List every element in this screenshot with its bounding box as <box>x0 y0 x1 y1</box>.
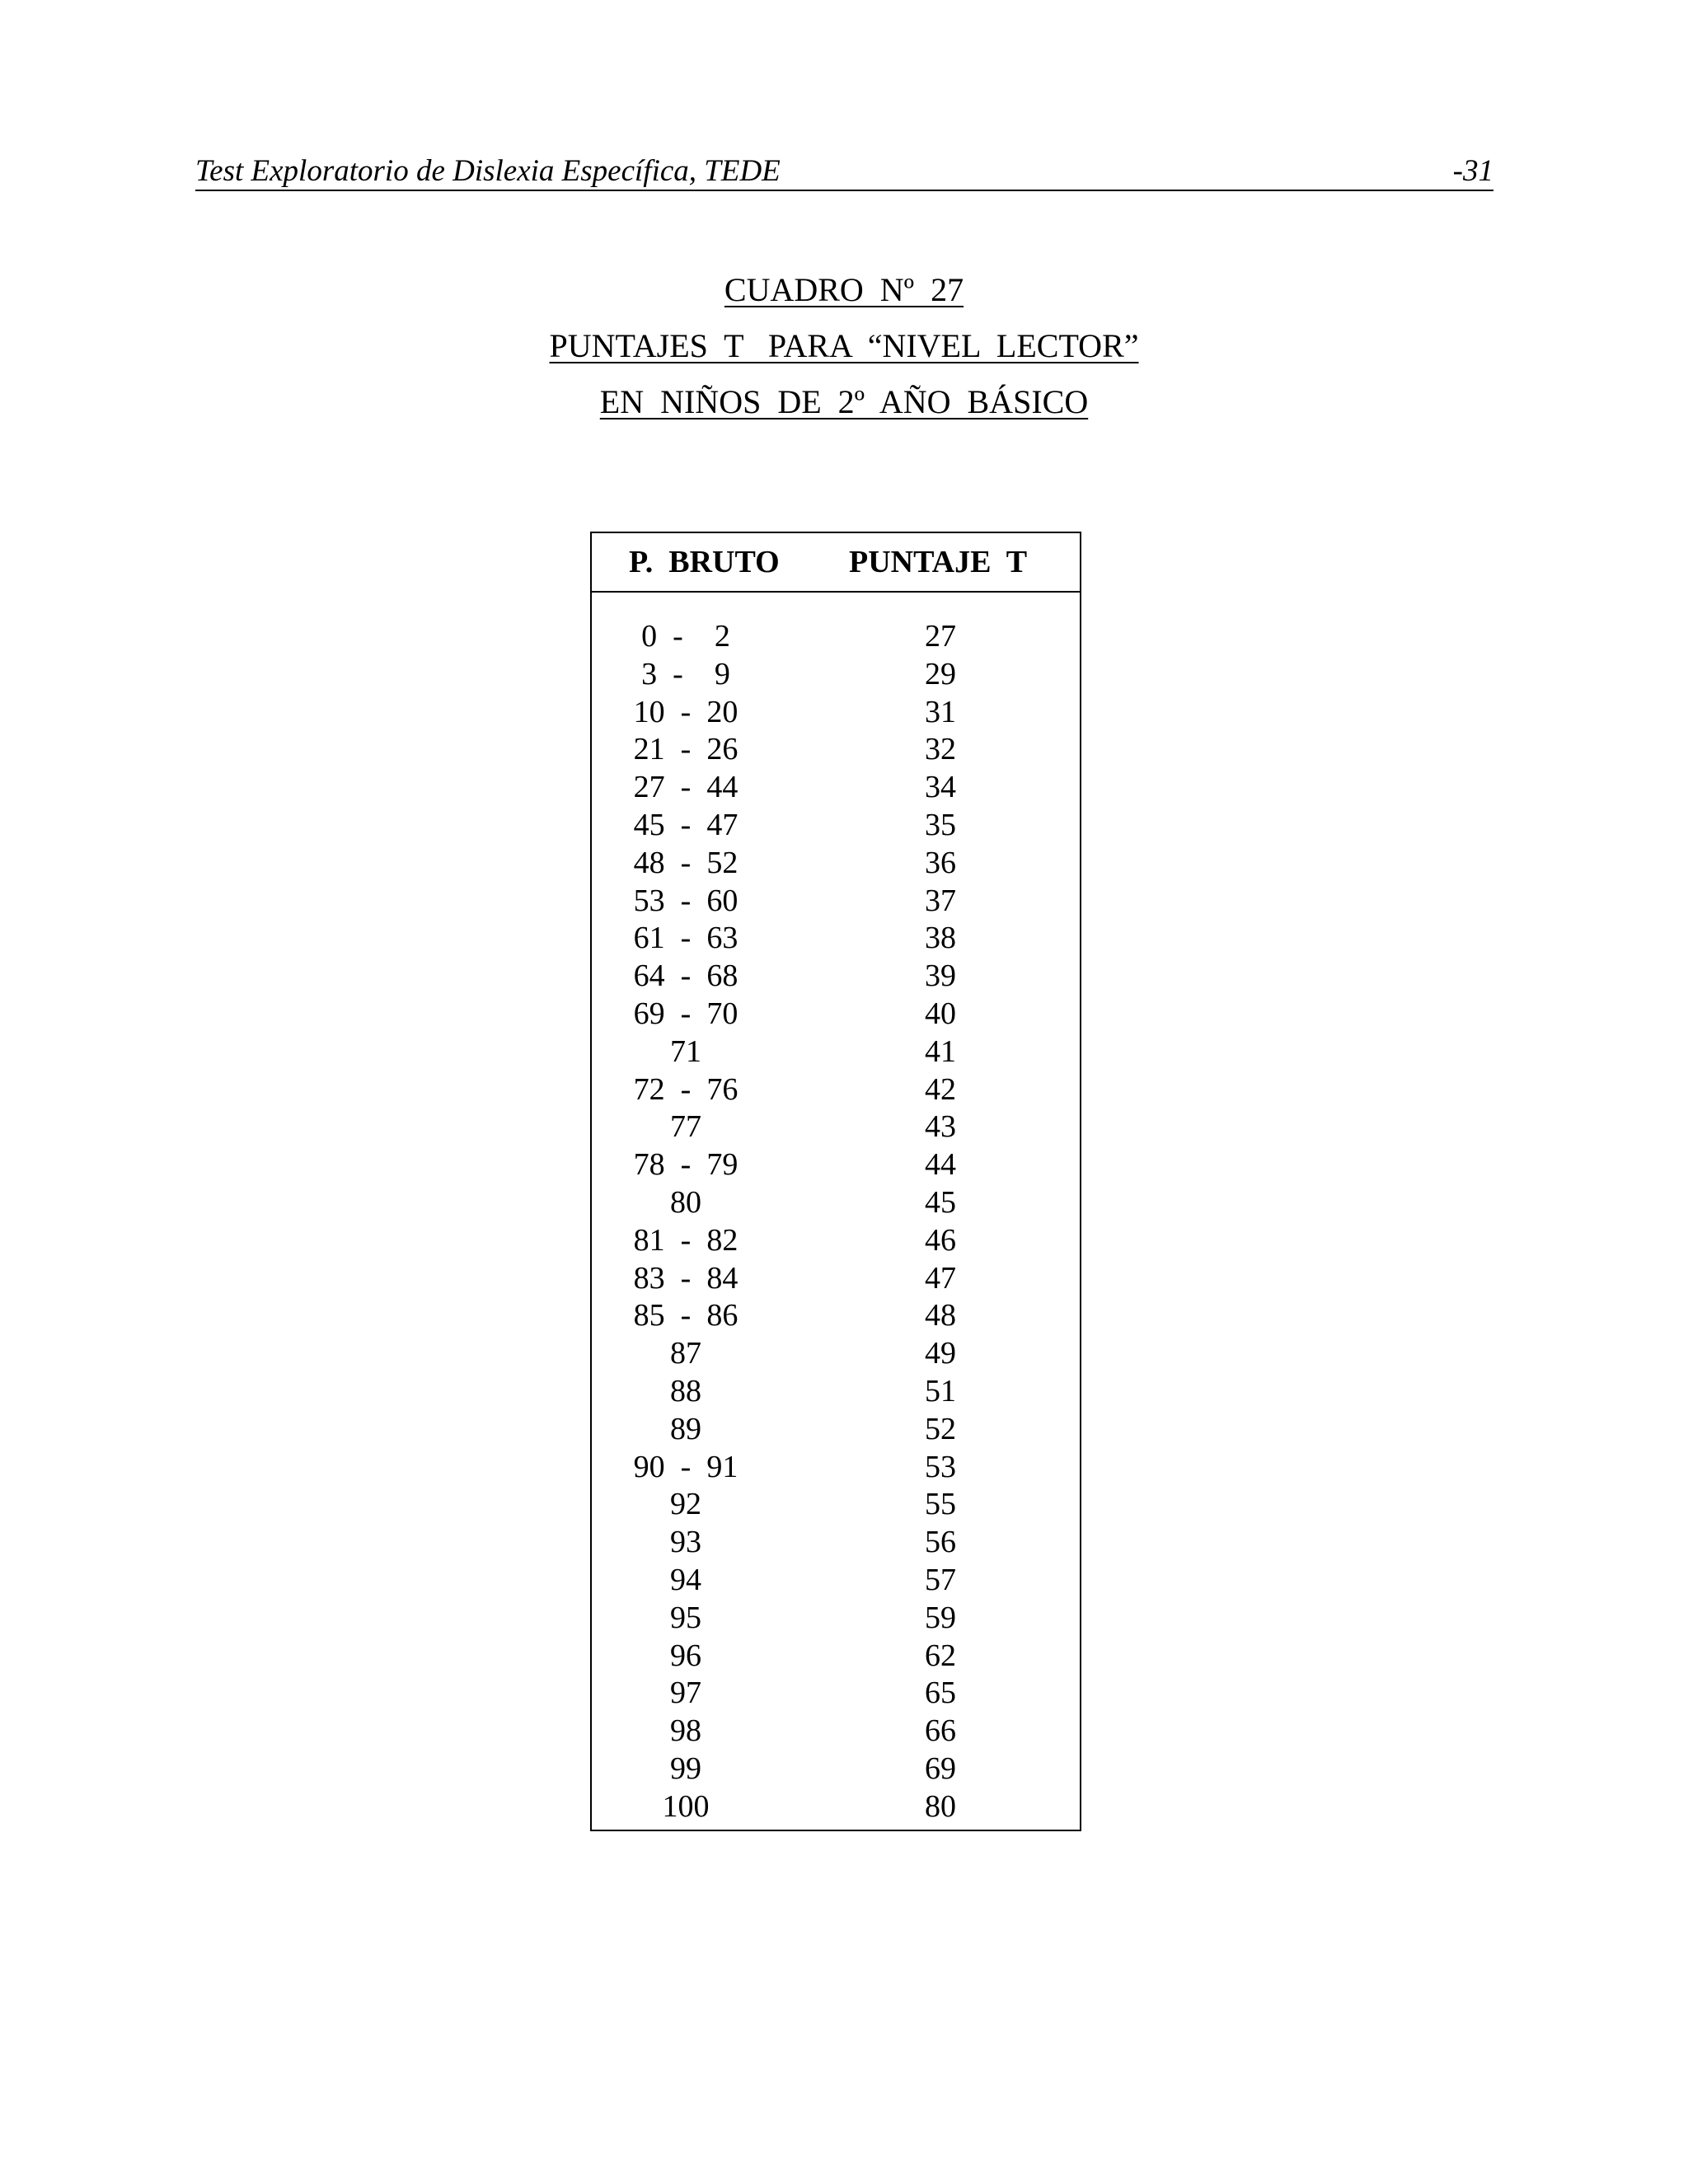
raw-score-cell: 48 - 52 <box>633 845 738 880</box>
raw-score-cell: 87 <box>670 1336 701 1371</box>
table-row <box>592 1108 1080 1146</box>
t-score-cell: 37 <box>925 883 956 918</box>
t-score-cell: 56 <box>925 1525 956 1560</box>
t-score-cell: 42 <box>925 1071 956 1107</box>
raw-score-cell: 81 - 82 <box>633 1222 738 1258</box>
raw-score-cell: 3 - 9 <box>641 656 730 691</box>
raw-score-cell: 89 <box>670 1411 701 1446</box>
t-score-cell: 32 <box>925 732 956 767</box>
table-row <box>592 1411 1080 1449</box>
table-row <box>592 1335 1080 1373</box>
table-body <box>592 618 1080 1826</box>
table-row <box>592 694 1080 732</box>
raw-score-cell: 53 - 60 <box>633 883 738 918</box>
table-row <box>592 769 1080 807</box>
table-row <box>592 731 1080 769</box>
raw-score-cell: 61 - 63 <box>633 921 738 956</box>
raw-score-cell: 93 <box>670 1525 701 1560</box>
t-score-cell: 29 <box>925 656 956 691</box>
table-row <box>592 1486 1080 1524</box>
table-row <box>592 996 1080 1033</box>
raw-score-cell: 94 <box>670 1562 701 1597</box>
raw-score-cell: 21 - 26 <box>633 732 738 767</box>
t-score-cell: 53 <box>925 1449 956 1484</box>
t-score-cell: 35 <box>925 807 956 842</box>
table-row <box>592 1222 1080 1260</box>
caption-line-1: CUADRO Nº 27 <box>724 271 964 308</box>
raw-score-cell: 64 - 68 <box>633 958 738 994</box>
table-header <box>592 533 1080 593</box>
table-row <box>592 1184 1080 1222</box>
raw-score-cell: 95 <box>670 1600 701 1635</box>
document-title: Test Exploratorio de Dislexia Específica, TEDE <box>195 154 781 188</box>
raw-score-cell: 92 <box>670 1487 701 1522</box>
table-row <box>592 920 1080 958</box>
table-row <box>592 1600 1080 1638</box>
table-row <box>592 618 1080 656</box>
raw-score-cell: 69 - 70 <box>633 996 738 1031</box>
table-row <box>592 1788 1080 1826</box>
raw-score-cell: 85 - 86 <box>633 1298 738 1333</box>
t-score-cell: 46 <box>925 1222 956 1258</box>
table-row <box>592 1675 1080 1713</box>
table-row <box>592 1033 1080 1071</box>
t-score-cell: 80 <box>925 1788 956 1824</box>
table-row <box>592 845 1080 883</box>
t-score-cell: 62 <box>925 1638 956 1673</box>
raw-score-cell: 72 - 76 <box>633 1071 738 1107</box>
t-score-cell: 49 <box>925 1336 956 1371</box>
raw-score-cell: 97 <box>670 1675 701 1711</box>
raw-score-cell: 77 <box>670 1109 701 1145</box>
column-header-t-score: PUNTAJE T <box>849 545 1028 579</box>
table-row <box>592 656 1080 694</box>
raw-score-cell: 0 - 2 <box>641 619 730 654</box>
table-row <box>592 1071 1080 1109</box>
t-score-cell: 57 <box>925 1562 956 1597</box>
t-score-cell: 38 <box>925 921 956 956</box>
t-score-cell: 43 <box>925 1109 956 1145</box>
raw-score-cell: 100 <box>662 1788 710 1824</box>
column-header-raw-score: P. BRUTO <box>629 545 780 579</box>
table-row <box>592 883 1080 921</box>
raw-score-cell: 90 - 91 <box>633 1449 738 1484</box>
t-score-cell: 34 <box>925 770 956 805</box>
t-score-cell: 39 <box>925 958 956 994</box>
running-header <box>195 154 1493 191</box>
table-row <box>592 1713 1080 1750</box>
t-score-cell: 40 <box>925 996 956 1031</box>
t-score-cell: 69 <box>925 1750 956 1786</box>
raw-score-cell: 83 - 84 <box>633 1260 738 1296</box>
table-row <box>592 1297 1080 1335</box>
t-score-cell: 51 <box>925 1373 956 1408</box>
t-score-cell: 66 <box>925 1713 956 1749</box>
caption-line-2: PUNTAJES T PARA “NIVEL LECTOR” <box>549 327 1139 364</box>
t-score-cell: 55 <box>925 1487 956 1522</box>
table-row <box>592 958 1080 996</box>
caption-line-3: EN NIÑOS DE 2º AÑO BÁSICO <box>599 383 1089 420</box>
raw-score-cell: 45 - 47 <box>633 807 738 842</box>
raw-score-cell: 98 <box>670 1713 701 1749</box>
table-row <box>592 1638 1080 1675</box>
t-score-cell: 27 <box>925 619 956 654</box>
table-row <box>592 1562 1080 1600</box>
page-number: -31 <box>1452 154 1493 188</box>
raw-score-cell: 96 <box>670 1638 701 1673</box>
t-score-cell: 47 <box>925 1260 956 1296</box>
raw-score-cell: 80 <box>670 1184 701 1220</box>
table-row <box>592 1750 1080 1788</box>
table-row <box>592 1449 1080 1487</box>
t-score-cell: 65 <box>925 1675 956 1711</box>
table-row <box>592 1146 1080 1184</box>
t-score-cell: 59 <box>925 1600 956 1635</box>
t-score-cell: 48 <box>925 1298 956 1333</box>
table-row <box>592 807 1080 845</box>
raw-score-cell: 88 <box>670 1373 701 1408</box>
t-score-cell: 44 <box>925 1147 956 1183</box>
score-table <box>590 532 1081 1831</box>
table-row <box>592 1524 1080 1562</box>
table-row <box>592 1373 1080 1411</box>
table-row <box>592 1260 1080 1298</box>
t-score-cell: 31 <box>925 694 956 729</box>
table-caption <box>0 262 1688 430</box>
raw-score-cell: 27 - 44 <box>633 770 738 805</box>
raw-score-cell: 78 - 79 <box>633 1147 738 1183</box>
raw-score-cell: 71 <box>670 1033 701 1069</box>
t-score-cell: 45 <box>925 1184 956 1220</box>
t-score-cell: 52 <box>925 1411 956 1446</box>
raw-score-cell: 10 - 20 <box>633 694 738 729</box>
t-score-cell: 41 <box>925 1033 956 1069</box>
raw-score-cell: 99 <box>670 1750 701 1786</box>
t-score-cell: 36 <box>925 845 956 880</box>
